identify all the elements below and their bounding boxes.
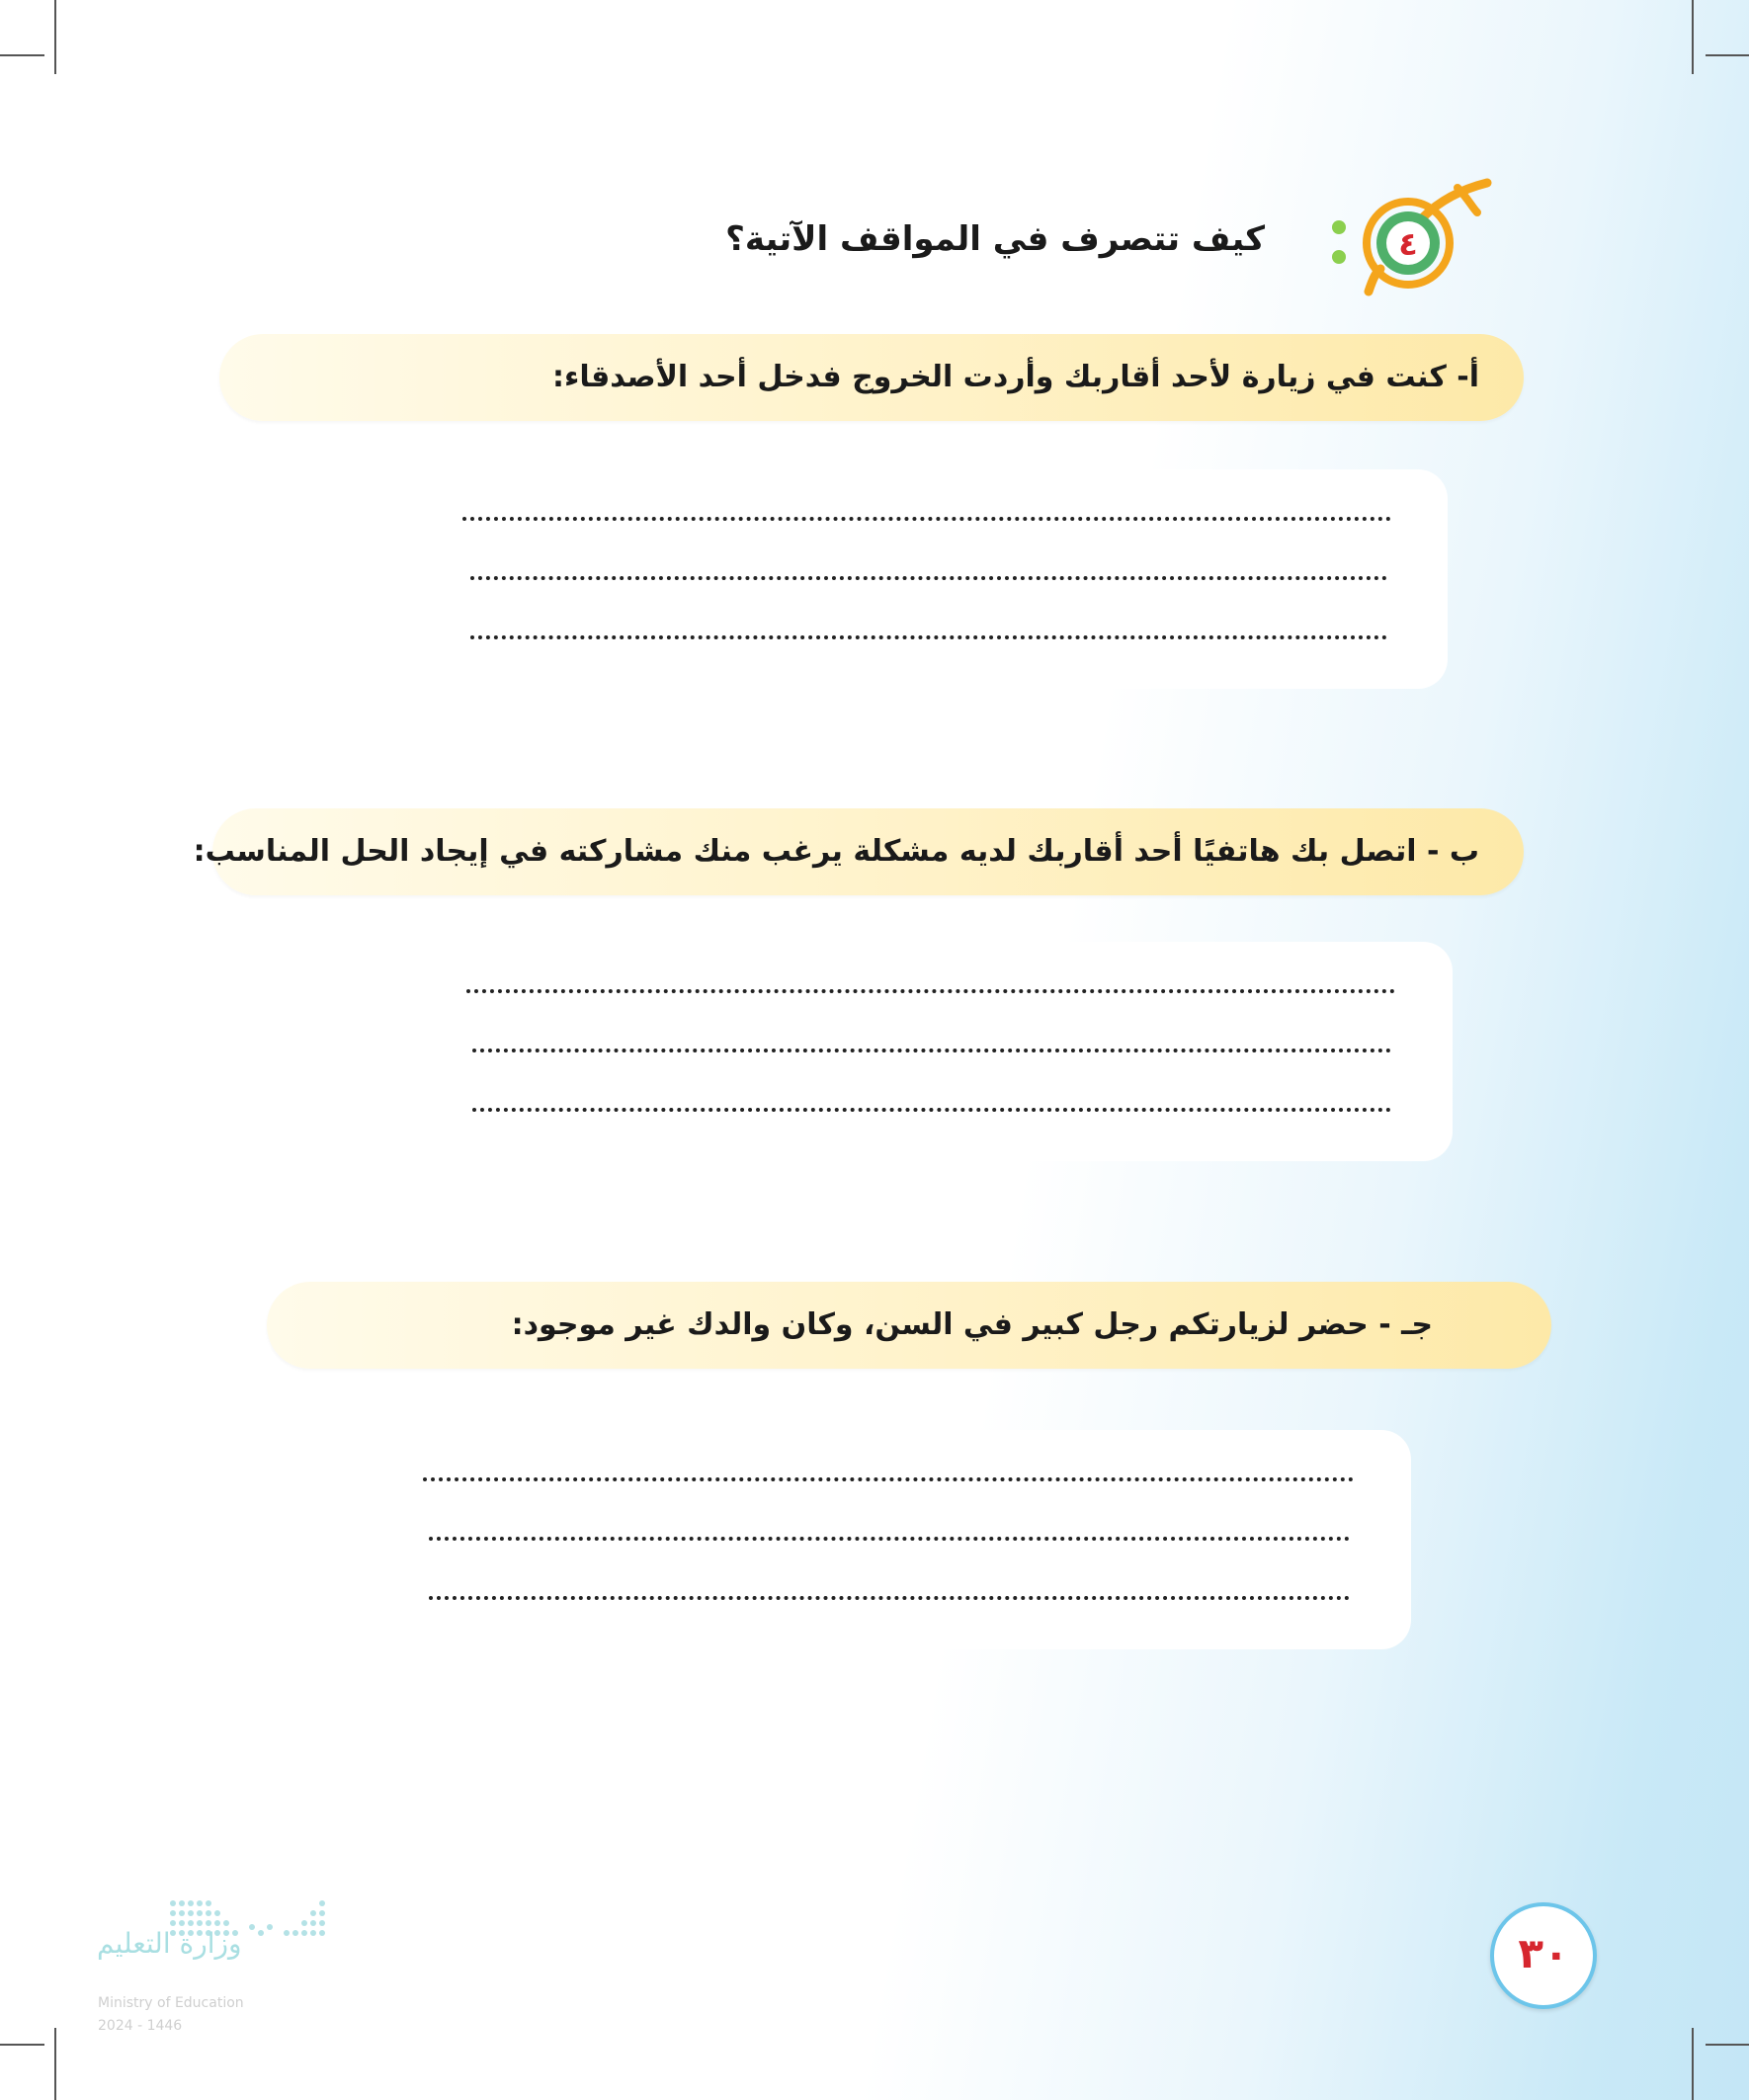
- ministry-name-en: Ministry of Education: [98, 1995, 244, 2011]
- prompt-text-a: أ- كنت في زيارة لأحد أقاربك وأردت الخروج فدخل أحد الأصدقاء:: [552, 360, 1479, 394]
- answer-box-a[interactable]: [435, 469, 1448, 689]
- crop-mark: [1692, 0, 1694, 74]
- answer-line[interactable]: [470, 635, 1387, 639]
- edition-year: 2024 - 1446: [98, 2018, 183, 2034]
- exercise-badge-icon: [1319, 178, 1497, 306]
- crop-mark: [0, 2044, 44, 2046]
- crop-mark: [1692, 2028, 1694, 2100]
- answer-box-b[interactable]: [435, 942, 1453, 1161]
- ministry-name-ar: وزارة التعليم: [97, 1927, 242, 1960]
- answer-line[interactable]: [429, 1537, 1350, 1541]
- answer-box-c[interactable]: [395, 1430, 1411, 1649]
- prompt-banner-a: [219, 334, 1524, 421]
- answer-line[interactable]: [466, 989, 1395, 993]
- prompt-banner-c: [267, 1282, 1551, 1369]
- crop-mark: [54, 0, 56, 74]
- page-number: ٣٠: [1490, 1902, 1597, 2009]
- exercise-title: كيف تتصرف في المواقف الآتية؟: [725, 219, 1265, 259]
- crop-mark: [54, 2028, 56, 2100]
- answer-line[interactable]: [429, 1596, 1350, 1600]
- answer-line[interactable]: [472, 1108, 1391, 1112]
- answer-line[interactable]: [423, 1477, 1354, 1481]
- crop-mark: [1706, 54, 1749, 56]
- crop-mark: [1706, 2044, 1749, 2046]
- prompt-text-b: ب - اتصل بك هاتفيًا أحد أقاربك لديه مشكلة يرغب منك مشاركته في إيجاد الحل المناسب:: [193, 834, 1479, 869]
- prompt-banner-b: [193, 808, 1524, 895]
- exercise-number: ٤: [1398, 225, 1418, 263]
- answer-line[interactable]: [462, 517, 1391, 521]
- exercise-badge: [1319, 178, 1497, 306]
- answer-line[interactable]: [470, 576, 1387, 580]
- answer-line[interactable]: [472, 1049, 1391, 1052]
- crop-mark: [0, 54, 44, 56]
- prompt-text-c: جـ - حضر لزيارتكم رجل كبير في السن، وكان والدك غير موجود:: [511, 1307, 1433, 1342]
